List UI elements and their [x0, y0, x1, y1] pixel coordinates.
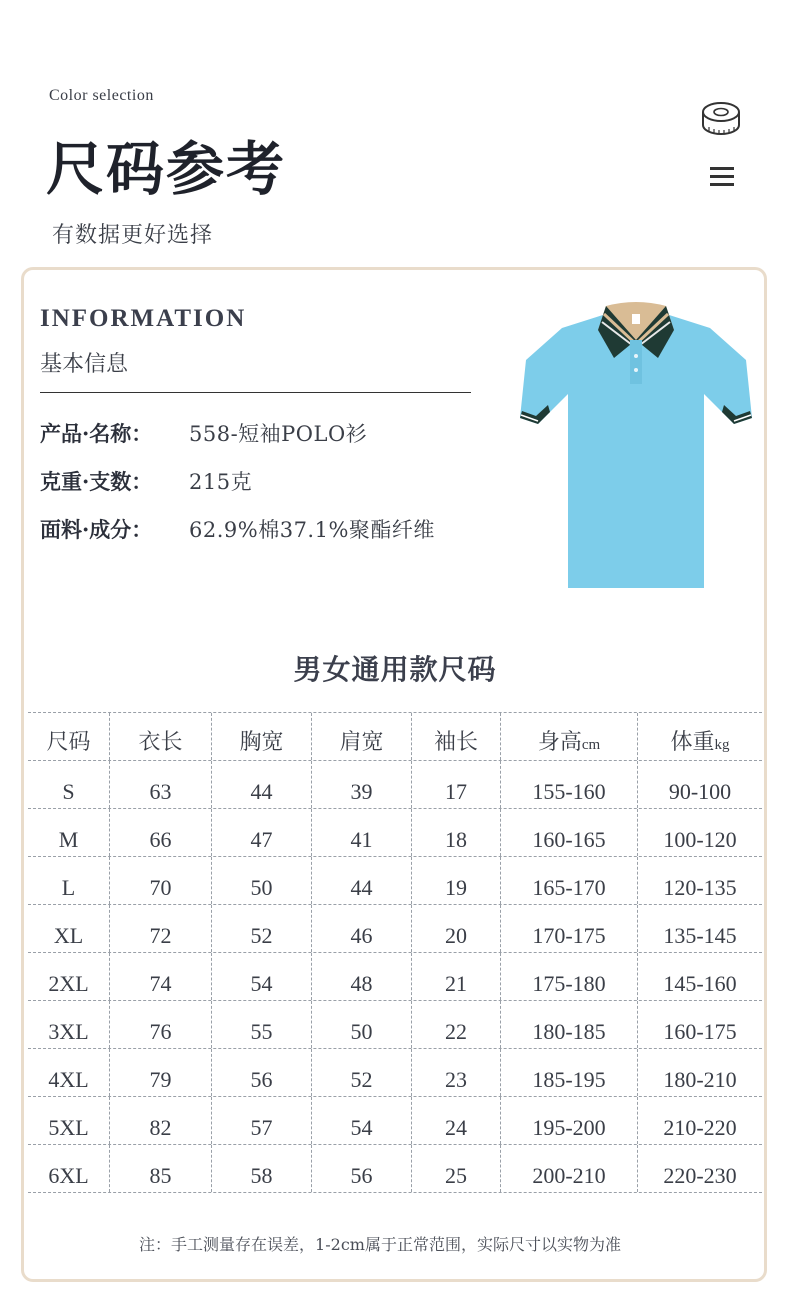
table-cell: 17 [412, 761, 501, 808]
menu-icon[interactable] [710, 167, 734, 187]
table-cell: 23 [412, 1049, 501, 1096]
table-row [28, 857, 762, 905]
table-cell: 76 [110, 1001, 212, 1048]
table-cell: 58 [212, 1145, 312, 1192]
table-cell: 2XL [28, 953, 110, 1000]
spec-weight [40, 466, 252, 496]
header-label: 体重 [670, 729, 715, 754]
table-cell: 4XL [28, 1049, 110, 1096]
table-cell: 160-175 [663, 1019, 737, 1044]
spec-label: 产品·名称： [40, 421, 153, 446]
table-cell: 21 [412, 953, 501, 1000]
table-cell: 195-200 [501, 1097, 638, 1144]
table-cell: 24 [412, 1097, 501, 1144]
table-cell: 47 [212, 809, 312, 856]
unit-label: kg [714, 737, 730, 753]
table-cell: 3XL [28, 1001, 110, 1048]
table-row [28, 1001, 762, 1049]
table-row [28, 809, 762, 857]
table-cell: 63 [110, 761, 212, 808]
table-cell: 19 [412, 857, 501, 904]
spec-label: 面料·成分： [40, 517, 153, 542]
table-cell: 180-210 [663, 1067, 737, 1092]
tape-measure-icon [700, 100, 742, 138]
table-cell: 54 [312, 1097, 412, 1144]
table-cell: 18 [412, 809, 501, 856]
table-cell: 180-185 [501, 1001, 638, 1048]
table-row [28, 905, 762, 953]
table-cell: 66 [110, 809, 212, 856]
table-cell: 6XL [28, 1145, 110, 1192]
table-cell: 70 [110, 857, 212, 904]
table-cell: 155-160 [501, 761, 638, 808]
table-cell: 72 [110, 905, 212, 952]
table-cell: 56 [312, 1145, 412, 1192]
table-cell: 46 [312, 905, 412, 952]
table-cell: 44 [212, 761, 312, 808]
divider [40, 392, 471, 393]
table-cell: 85 [110, 1145, 212, 1192]
spec-value: 62.9%棉37.1%聚酯纤维 [189, 518, 435, 542]
table-cell: 22 [412, 1001, 501, 1048]
table-cell: 41 [312, 809, 412, 856]
table-cell: 50 [212, 857, 312, 904]
polo-shirt-image [518, 300, 754, 592]
table-cell: 52 [212, 905, 312, 952]
page-title: 尺码参考 [46, 135, 287, 203]
header-cell: 袖长 [412, 713, 501, 760]
table-row [28, 1049, 762, 1097]
table-cell: 57 [212, 1097, 312, 1144]
table-cell: 185-195 [501, 1049, 638, 1096]
table-cell: 55 [212, 1001, 312, 1048]
table-cell: 100-120 [663, 827, 737, 852]
table-cell: 50 [312, 1001, 412, 1048]
header-label: 身高 [537, 729, 582, 754]
header-cell: 衣长 [110, 713, 212, 760]
spec-value: 558-短袖POLO衫 [189, 422, 368, 446]
page-subtitle: 有数据更好选择 [52, 223, 214, 248]
table-cell: 25 [412, 1145, 501, 1192]
header-cell-weight [638, 713, 762, 760]
spec-value: 215克 [189, 470, 253, 494]
unit-label: cm [581, 737, 601, 753]
table-header-row [28, 712, 762, 761]
table-cell: 82 [110, 1097, 212, 1144]
spec-product-name [40, 418, 367, 448]
table-row [28, 953, 762, 1001]
information-heading-cn: 基本信息 [40, 352, 129, 377]
table-cell: 48 [312, 953, 412, 1000]
table-cell: 120-135 [663, 875, 737, 900]
table-cell: 200-210 [501, 1145, 638, 1192]
table-cell: 165-170 [501, 857, 638, 904]
table-cell: 52 [312, 1049, 412, 1096]
table-row [28, 1097, 762, 1145]
table-cell: 74 [110, 953, 212, 1000]
color-selection-label: Color selection [49, 87, 154, 104]
table-cell: 135-145 [663, 923, 737, 948]
table-cell: XL [28, 905, 110, 952]
header-cell-height [501, 713, 638, 760]
table-cell: 220-230 [663, 1163, 737, 1188]
size-table [28, 712, 762, 1193]
table-cell: L [28, 857, 110, 904]
table-cell: 39 [312, 761, 412, 808]
information-heading: INFORMATION [40, 305, 247, 332]
spec-fabric [40, 514, 435, 544]
table-cell: 79 [110, 1049, 212, 1096]
table-cell: S [28, 761, 110, 808]
table-cell: 145-160 [663, 971, 737, 996]
table-cell: 90-100 [668, 779, 732, 804]
table-cell: 44 [312, 857, 412, 904]
header-cell: 肩宽 [312, 713, 412, 760]
spec-label: 克重·支数： [40, 469, 153, 494]
header-cell: 尺码 [28, 713, 110, 760]
table-cell: 54 [212, 953, 312, 1000]
table-cell: 56 [212, 1049, 312, 1096]
table-cell: 175-180 [501, 953, 638, 1000]
table-row [28, 1145, 762, 1193]
measurement-note: 注：手工测量存在误差，1-2cm属于正常范围，实际尺寸以实物为准 [139, 1235, 621, 1254]
header-cell: 胸宽 [212, 713, 312, 760]
size-table-title: 男女通用款尺码 [293, 653, 497, 686]
table-cell: 170-175 [501, 905, 638, 952]
table-cell: 20 [412, 905, 501, 952]
table-row [28, 761, 762, 809]
table-cell: 210-220 [663, 1115, 737, 1140]
table-cell: M [28, 809, 110, 856]
table-cell: 5XL [28, 1097, 110, 1144]
table-cell: 160-165 [501, 809, 638, 856]
